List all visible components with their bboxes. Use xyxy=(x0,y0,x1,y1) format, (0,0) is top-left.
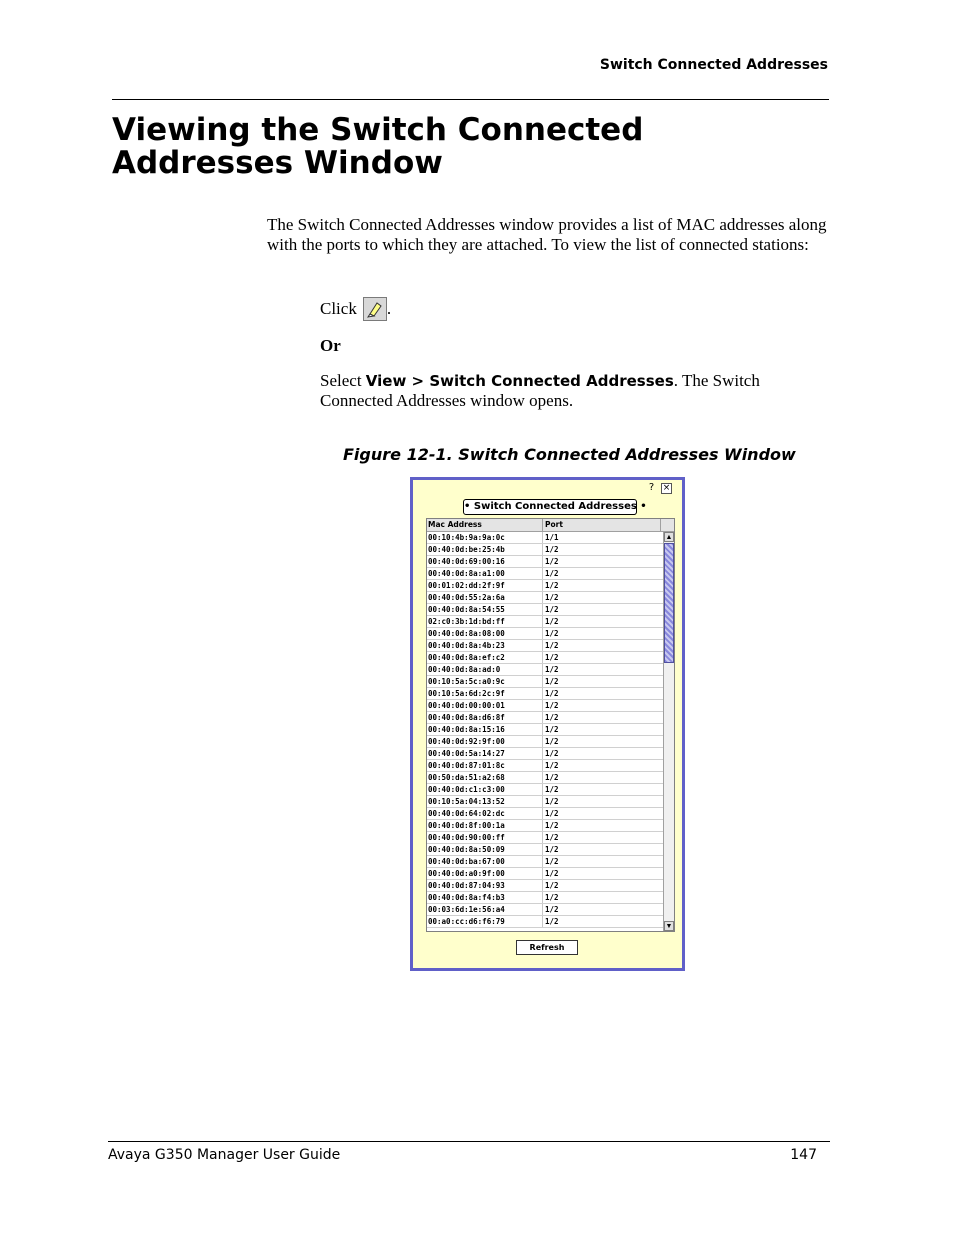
table-row[interactable] xyxy=(427,700,663,712)
help-icon[interactable]: ? xyxy=(648,482,655,493)
port-cell: 1/2 xyxy=(545,905,559,914)
mac-address-cell: 00:40:0d:69:00:16 xyxy=(427,556,543,567)
section-title: Viewing the Switch Connected Addresses Window xyxy=(112,112,644,181)
mac-address-cell: 00:03:6d:1e:56:a4 xyxy=(427,904,543,915)
port-cell: 1/2 xyxy=(545,689,559,698)
port-cell: 1/2 xyxy=(545,641,559,650)
table-header xyxy=(427,519,674,532)
vertical-scrollbar[interactable] xyxy=(663,532,674,931)
table-body xyxy=(427,532,663,928)
port-cell: 1/2 xyxy=(545,617,559,626)
select-prefix: Select xyxy=(320,371,366,390)
window-body xyxy=(413,480,682,968)
mac-address-cell: 02:c0:3b:1d:bd:ff xyxy=(427,616,543,627)
table-row[interactable] xyxy=(427,712,663,724)
menu-path: View > Switch Connected Addresses xyxy=(365,372,674,390)
port-cell: 1/2 xyxy=(545,869,559,878)
mac-address-cell: 00:40:0d:87:04:93 xyxy=(427,880,543,891)
table-row[interactable] xyxy=(427,808,663,820)
mac-address-cell: 00:10:5a:04:13:52 xyxy=(427,796,543,807)
or-label: Or xyxy=(320,336,341,355)
running-header: Switch Connected Addresses xyxy=(599,57,828,73)
mac-address-cell: 00:40:0d:87:01:8c xyxy=(427,760,543,771)
port-cell: 1/2 xyxy=(545,653,559,662)
mac-address-cell: 00:01:02:dd:2f:9f xyxy=(427,580,543,591)
port-cell: 1/2 xyxy=(545,737,559,746)
scrollbar-thumb[interactable] xyxy=(664,543,674,663)
table-row[interactable] xyxy=(427,556,663,568)
mac-address-cell: 00:40:0d:be:25:4b xyxy=(427,544,543,555)
table-row[interactable] xyxy=(427,904,663,916)
mac-address-cell: 00:40:0d:8a:a1:00 xyxy=(427,568,543,579)
table-row[interactable] xyxy=(427,736,663,748)
mac-address-cell: 00:40:0d:8f:00:1a xyxy=(427,820,543,831)
intro-paragraph: The Switch Connected Addresses window provides a list of MAC addresses along with the ports to which they are attached. To view the list of connected stations: xyxy=(267,215,827,254)
table-row[interactable] xyxy=(427,544,663,556)
footer-title: Avaya G350 Manager User Guide xyxy=(108,1147,341,1163)
table-row[interactable] xyxy=(427,676,663,688)
mac-address-cell: 00:40:0d:8a:50:09 xyxy=(427,844,543,855)
mac-address-cell: 00:40:0d:8a:08:00 xyxy=(427,628,543,639)
table-row[interactable] xyxy=(427,532,663,544)
table-row[interactable] xyxy=(427,724,663,736)
port-cell: 1/2 xyxy=(545,773,559,782)
table-row[interactable] xyxy=(427,688,663,700)
table-row[interactable] xyxy=(427,916,663,928)
table-row[interactable] xyxy=(427,664,663,676)
mac-address-cell: 00:40:0d:90:00:ff xyxy=(427,832,543,843)
addresses-table xyxy=(426,518,675,932)
table-row[interactable] xyxy=(427,820,663,832)
mac-address-cell: 00:a0:cc:d6:f6:79 xyxy=(427,916,543,927)
table-row[interactable] xyxy=(427,844,663,856)
port-cell: 1/1 xyxy=(545,533,559,542)
port-cell: 1/2 xyxy=(545,713,559,722)
table-row[interactable] xyxy=(427,604,663,616)
table-row[interactable] xyxy=(427,592,663,604)
port-cell: 1/2 xyxy=(545,797,559,806)
mac-address-cell: 00:40:0d:92:9f:00 xyxy=(427,736,543,747)
table-row[interactable] xyxy=(427,880,663,892)
table-row[interactable] xyxy=(427,868,663,880)
click-instruction xyxy=(320,296,391,322)
mac-address-cell: 00:40:0d:55:2a:6a xyxy=(427,592,543,603)
mac-address-cell: 00:40:0d:8a:15:16 xyxy=(427,724,543,735)
mac-address-cell: 00:40:0d:8a:ef:c2 xyxy=(427,652,543,663)
port-cell: 1/2 xyxy=(545,557,559,566)
table-row[interactable] xyxy=(427,580,663,592)
window-controls xyxy=(646,483,672,494)
page-number: 147 xyxy=(790,1147,817,1163)
port-cell: 1/2 xyxy=(545,569,559,578)
port-cell: 1/2 xyxy=(545,845,559,854)
port-cell: 1/2 xyxy=(545,821,559,830)
table-row[interactable] xyxy=(427,784,663,796)
mac-address-cell: 00:40:0d:ba:67:00 xyxy=(427,856,543,867)
mac-address-cell: 00:40:0d:8a:f4:b3 xyxy=(427,892,543,903)
mac-address-cell: 00:40:0d:c1:c3:00 xyxy=(427,784,543,795)
port-cell: 1/2 xyxy=(545,809,559,818)
table-row[interactable] xyxy=(427,748,663,760)
top-rule xyxy=(112,99,829,100)
close-icon[interactable]: × xyxy=(662,483,671,493)
mac-address-cell: 00:10:4b:9a:9a:0c xyxy=(427,532,543,543)
port-cell: 1/2 xyxy=(545,749,559,758)
mac-address-cell: 00:40:0d:8a:ad:0 xyxy=(427,664,543,675)
mac-address-cell: 00:40:0d:8a:54:55 xyxy=(427,604,543,615)
port-cell: 1/2 xyxy=(545,833,559,842)
table-row[interactable] xyxy=(427,568,663,580)
port-cell: 1/2 xyxy=(545,605,559,614)
figure-caption: Figure 12-1. Switch Connected Addresses Window xyxy=(343,445,796,464)
window-title: • Switch Connected Addresses • xyxy=(463,499,637,515)
port-cell: 1/2 xyxy=(545,881,559,890)
table-row[interactable] xyxy=(427,760,663,772)
mac-address-cell: 00:40:0d:8a:4b:23 xyxy=(427,640,543,651)
table-row[interactable] xyxy=(427,832,663,844)
table-row[interactable] xyxy=(427,772,663,784)
select-instruction xyxy=(320,371,830,411)
refresh-button[interactable]: Refresh xyxy=(516,940,578,955)
port-cell: 1/2 xyxy=(545,665,559,674)
table-row[interactable] xyxy=(427,892,663,904)
column-header-port[interactable]: Port xyxy=(543,519,661,531)
port-cell: 1/2 xyxy=(545,677,559,686)
column-header-mac[interactable]: Mac Address xyxy=(427,519,543,531)
table-row[interactable] xyxy=(427,640,663,652)
port-cell: 1/2 xyxy=(545,545,559,554)
table-row[interactable] xyxy=(427,628,663,640)
port-cell: 1/2 xyxy=(545,629,559,638)
table-row[interactable] xyxy=(427,856,663,868)
bottom-rule xyxy=(108,1141,830,1142)
mac-address-cell: 00:40:0d:64:02:dc xyxy=(427,808,543,819)
select-suffix: . The Switch Connected Addresses window opens. xyxy=(320,371,760,410)
port-cell: 1/2 xyxy=(545,893,559,902)
mac-address-cell: 00:50:da:51:a2:68 xyxy=(427,772,543,783)
switch-connected-addresses-window xyxy=(410,477,685,971)
port-cell: 1/2 xyxy=(545,785,559,794)
table-row[interactable] xyxy=(427,652,663,664)
table-row[interactable] xyxy=(427,796,663,808)
click-period: . xyxy=(386,299,392,318)
scroll-up-icon[interactable]: ▲ xyxy=(665,533,673,541)
port-cell: 1/2 xyxy=(545,857,559,866)
port-cell: 1/2 xyxy=(545,581,559,590)
mac-address-cell: 00:10:5a:5c:a0:9c xyxy=(427,676,543,687)
mac-address-cell: 00:40:0d:8a:d6:8f xyxy=(427,712,543,723)
mac-address-cell: 00:40:0d:a0:9f:00 xyxy=(427,868,543,879)
mac-address-cell: 00:40:0d:5a:14:27 xyxy=(427,748,543,759)
mac-address-cell: 00:10:5a:6d:2c:9f xyxy=(427,688,543,699)
port-cell: 1/2 xyxy=(545,761,559,770)
mac-address-cell: 00:40:0d:00:00:01 xyxy=(427,700,543,711)
port-cell: 1/2 xyxy=(545,701,559,710)
port-cell: 1/2 xyxy=(545,725,559,734)
port-cell: 1/2 xyxy=(545,917,559,926)
port-cell: 1/2 xyxy=(545,593,559,602)
switch-connected-addresses-icon[interactable] xyxy=(363,297,387,321)
click-label: Click xyxy=(320,299,357,318)
scroll-down-icon[interactable]: ▼ xyxy=(665,922,673,930)
table-row[interactable] xyxy=(427,616,663,628)
